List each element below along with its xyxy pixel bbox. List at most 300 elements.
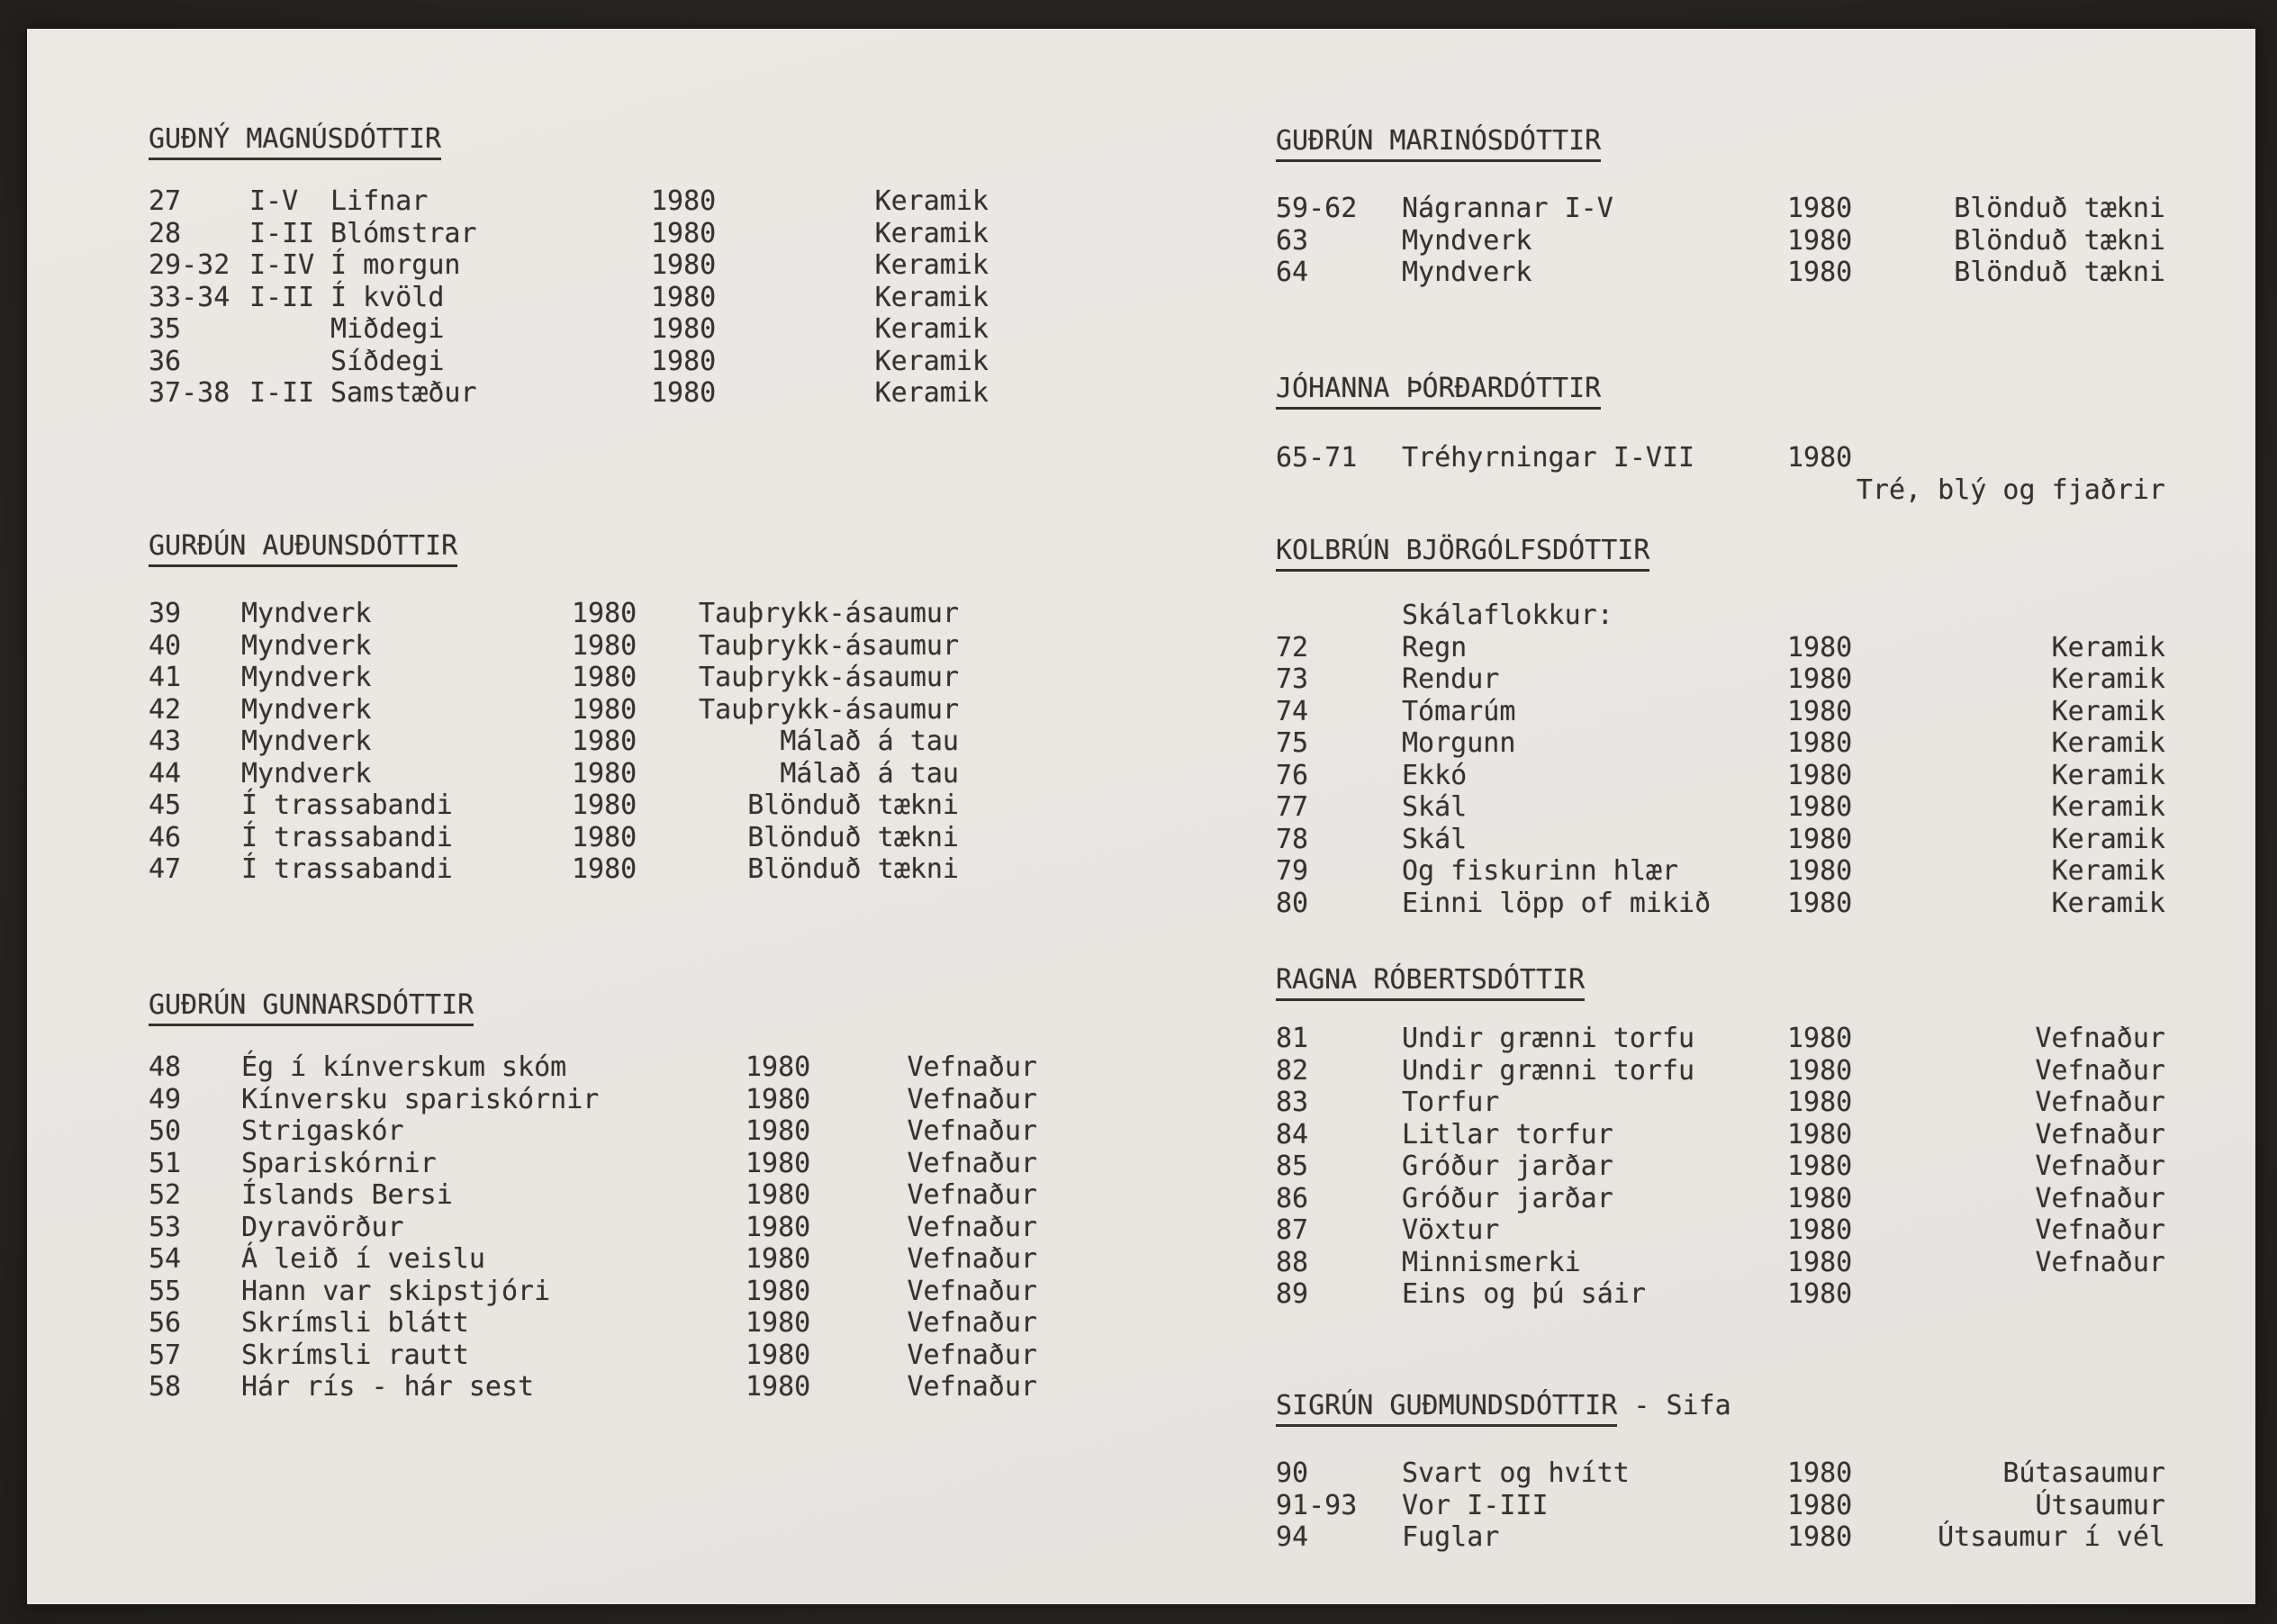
artist-name-suffix: - Sifa bbox=[1617, 1390, 1731, 1421]
item-title: Myndverk bbox=[241, 598, 372, 629]
catalog-rows bbox=[1276, 193, 2165, 289]
catalog-row bbox=[1276, 760, 2165, 792]
item-title: Undir grænni torfu bbox=[1402, 1054, 1695, 1087]
catalog-row bbox=[1276, 696, 2165, 728]
item-number: 35 bbox=[149, 313, 182, 345]
item-year: 1980 bbox=[1787, 1118, 1853, 1150]
item-year: 1980 bbox=[1787, 1150, 1853, 1182]
item-year: 1980 bbox=[1787, 695, 1853, 727]
item-year: 1980 bbox=[572, 853, 637, 885]
item-technique: Blönduð tækni bbox=[1954, 257, 2165, 288]
item-technique: Blönduð tækni bbox=[1954, 193, 2165, 224]
item-technique: Keramik bbox=[2051, 727, 2165, 759]
item-technique: Vefnaður bbox=[2035, 1118, 2165, 1150]
artist-name: KOLBRÚN BJÖRGÓLFSDÓTTIR bbox=[1276, 536, 1649, 572]
item-number: 42 bbox=[149, 693, 182, 726]
artist-heading bbox=[1276, 536, 2165, 572]
item-year: 1980 bbox=[1787, 663, 1853, 695]
item-title: Kínversku spariskórnir bbox=[241, 1083, 600, 1115]
artist-section bbox=[1276, 536, 2165, 919]
item-year: 1980 bbox=[1787, 631, 1853, 663]
catalog-row bbox=[1276, 1055, 2165, 1087]
item-technique: Vefnaður bbox=[2035, 1214, 2165, 1246]
catalog-row bbox=[149, 346, 989, 378]
item-year: 1980 bbox=[651, 217, 717, 249]
catalog-row bbox=[149, 726, 959, 758]
item-number: 51 bbox=[149, 1147, 182, 1179]
item-technique: Vefnaður bbox=[2035, 1246, 2165, 1278]
item-technique: Vefnaður bbox=[907, 1115, 1037, 1147]
item-number: 90 bbox=[1276, 1457, 1309, 1489]
item-technique: Vefnaður bbox=[907, 1051, 1037, 1083]
item-title: Í kvöld bbox=[330, 281, 445, 313]
item-technique: Keramik bbox=[874, 345, 989, 377]
item-number: 74 bbox=[1276, 695, 1309, 727]
artist-section bbox=[149, 124, 989, 410]
item-title: Skál bbox=[1402, 823, 1468, 855]
item-year: 1980 bbox=[1787, 1489, 1853, 1521]
item-title: Skrímsli blátt bbox=[241, 1307, 469, 1339]
item-number: 76 bbox=[1276, 759, 1309, 791]
item-year: 1980 bbox=[651, 249, 717, 281]
item-technique: Vefnaður bbox=[907, 1083, 1037, 1115]
item-number: 79 bbox=[1276, 855, 1309, 887]
item-year: 1980 bbox=[1787, 823, 1853, 855]
item-number: 33-34 bbox=[149, 281, 230, 313]
artist-heading bbox=[1276, 374, 2165, 410]
item-number: 39 bbox=[149, 598, 182, 629]
catalog-row bbox=[1276, 663, 2165, 696]
item-technique: Vefnaður bbox=[907, 1211, 1037, 1243]
item-technique bbox=[1852, 442, 2165, 474]
item-year: 1980 bbox=[651, 313, 717, 345]
item-number: 59-62 bbox=[1276, 193, 1358, 224]
catalog-row bbox=[149, 1276, 1037, 1308]
catalog-row bbox=[1276, 855, 2165, 888]
item-number: 57 bbox=[149, 1339, 182, 1371]
item-title: Hár rís - hár sest bbox=[241, 1371, 535, 1403]
artist-name: JÓHANNA ÞÓRÐARDÓTTIR bbox=[1276, 374, 1601, 410]
catalog-row bbox=[149, 1115, 1037, 1148]
item-technique: Keramik bbox=[874, 217, 989, 249]
item-year: 1980 bbox=[1787, 1278, 1853, 1310]
item-technique: Keramik bbox=[2051, 855, 2165, 887]
item-numeral: I-II bbox=[249, 217, 315, 249]
item-number: 72 bbox=[1276, 631, 1309, 663]
item-number: 52 bbox=[149, 1179, 182, 1211]
artist-name: RAGNA RÓBERTSDÓTTIR bbox=[1276, 965, 1585, 1001]
item-title: Tómarúm bbox=[1402, 695, 1516, 727]
item-technique: Tauþrykk-ásaumur bbox=[699, 662, 959, 693]
item-title: Vor I-III bbox=[1402, 1489, 1549, 1521]
catalog-row bbox=[1276, 1150, 2165, 1183]
item-technique: Bútasaumur bbox=[2002, 1457, 2165, 1489]
item-technique: Keramik bbox=[874, 281, 989, 313]
catalog-row bbox=[149, 1179, 1037, 1212]
item-technique: Vefnaður bbox=[2035, 1054, 2165, 1087]
item-year: 1980 bbox=[651, 185, 717, 217]
artist-section bbox=[1276, 965, 2165, 1311]
item-year: 1980 bbox=[745, 1211, 811, 1243]
catalog-row bbox=[1276, 1183, 2165, 1215]
artist-heading bbox=[1276, 126, 2165, 162]
item-year: 1980 bbox=[745, 1275, 811, 1307]
item-year: 1980 bbox=[1787, 1521, 1853, 1553]
item-technique: Keramik bbox=[2051, 887, 2165, 919]
item-year: 1980 bbox=[1787, 257, 1853, 288]
item-year: 1980 bbox=[745, 1147, 811, 1179]
catalog-rows bbox=[149, 598, 959, 886]
item-year: 1980 bbox=[572, 821, 637, 853]
item-technique: Vefnaður bbox=[907, 1307, 1037, 1339]
item-title: Í trassabandi bbox=[241, 821, 453, 853]
catalog-row bbox=[1276, 1087, 2165, 1119]
catalog-row bbox=[149, 694, 959, 726]
item-technique: Útsaumur í vél bbox=[1938, 1521, 2165, 1553]
item-year: 1980 bbox=[1787, 887, 1853, 919]
item-technique: Keramik bbox=[2051, 759, 2165, 791]
item-title: Myndverk bbox=[241, 662, 372, 693]
catalog-row bbox=[149, 1212, 1037, 1244]
item-year: 1980 bbox=[572, 662, 637, 693]
catalog-row bbox=[149, 789, 959, 822]
item-technique: Vefnaður bbox=[907, 1179, 1037, 1211]
item-title: Litlar torfur bbox=[1402, 1118, 1613, 1150]
item-title: Rendur bbox=[1402, 663, 1500, 695]
catalog-row bbox=[149, 377, 989, 410]
catalog-row bbox=[149, 822, 959, 854]
item-year: 1980 bbox=[1787, 224, 1853, 257]
materials-note: Tré, blý og fjaðrir bbox=[1856, 474, 2165, 506]
catalog-row bbox=[1276, 225, 2165, 257]
artist-heading bbox=[149, 990, 1037, 1026]
item-title: Myndverk bbox=[241, 757, 372, 789]
item-title: Á leið í veislu bbox=[241, 1243, 485, 1275]
item-technique: Vefnaður bbox=[907, 1243, 1037, 1275]
item-number: 88 bbox=[1276, 1246, 1309, 1278]
catalog-row bbox=[1276, 1119, 2165, 1151]
item-number: 84 bbox=[1276, 1118, 1309, 1150]
item-technique: Keramik bbox=[2051, 791, 2165, 823]
catalog-row bbox=[1276, 1490, 2165, 1522]
item-number: 94 bbox=[1276, 1521, 1309, 1553]
item-title: Spariskórnir bbox=[241, 1147, 437, 1179]
item-technique: Tauþrykk-ásaumur bbox=[699, 629, 959, 662]
item-number: 50 bbox=[149, 1115, 182, 1147]
item-number: 47 bbox=[149, 853, 182, 885]
item-year: 1980 bbox=[745, 1243, 811, 1275]
item-number: 83 bbox=[1276, 1087, 1309, 1118]
item-title: Myndverk bbox=[241, 726, 372, 757]
item-number: 89 bbox=[1276, 1278, 1309, 1310]
item-title: Og fiskurinn hlær bbox=[1402, 855, 1679, 887]
catalog-row bbox=[149, 313, 989, 346]
item-year: 1980 bbox=[651, 345, 717, 377]
item-year: 1980 bbox=[1787, 791, 1853, 823]
item-technique: Vefnaður bbox=[2035, 1150, 2165, 1182]
item-year: 1980 bbox=[745, 1051, 811, 1083]
item-number: 81 bbox=[1276, 1023, 1309, 1054]
item-title: Blómstrar bbox=[330, 217, 477, 249]
catalog-row bbox=[149, 185, 989, 218]
item-title: Minnismerki bbox=[1402, 1246, 1581, 1278]
catalog-row bbox=[1276, 888, 2165, 920]
catalog-row bbox=[1276, 791, 2165, 824]
item-number: 29-32 bbox=[149, 249, 230, 281]
item-title: Miðdegi bbox=[330, 313, 445, 345]
artist-name: GUÐRÚN GUNNARSDÓTTIR bbox=[149, 990, 474, 1026]
item-numeral: I-V bbox=[249, 185, 299, 217]
item-number: 48 bbox=[149, 1051, 182, 1083]
item-number: 86 bbox=[1276, 1182, 1309, 1214]
item-number: 78 bbox=[1276, 823, 1309, 855]
item-year: 1980 bbox=[1787, 193, 1853, 224]
item-numeral: I-II bbox=[249, 377, 315, 409]
item-technique: Útsaumur bbox=[2035, 1489, 2165, 1521]
item-technique: Vefnaður bbox=[907, 1371, 1037, 1403]
item-title: Vöxtur bbox=[1402, 1214, 1500, 1246]
item-technique: Blönduð tækni bbox=[747, 853, 959, 885]
item-number: 43 bbox=[149, 726, 182, 757]
item-numeral bbox=[249, 346, 330, 378]
item-title: Nágrannar I-V bbox=[1402, 193, 1613, 224]
item-number: 41 bbox=[149, 662, 182, 693]
item-year: 1980 bbox=[1787, 1182, 1853, 1214]
item-title: Torfur bbox=[1402, 1087, 1500, 1118]
artist-section bbox=[1276, 374, 2165, 506]
catalog-rows bbox=[1276, 600, 2165, 919]
catalog-rows bbox=[1276, 1457, 2165, 1554]
catalog-row bbox=[149, 1340, 1037, 1372]
artist-heading bbox=[149, 531, 959, 567]
item-year: 1980 bbox=[651, 281, 717, 313]
item-technique: Keramik bbox=[2051, 823, 2165, 855]
item-technique: Vefnaður bbox=[907, 1339, 1037, 1371]
item-year: 1980 bbox=[572, 598, 637, 629]
catalog-rows bbox=[1276, 1023, 2165, 1311]
item-number: 27 bbox=[149, 185, 182, 217]
catalog-row bbox=[149, 249, 989, 282]
item-year: 1980 bbox=[745, 1179, 811, 1211]
item-number: 64 bbox=[1276, 257, 1309, 288]
artist-name: GUÐNÝ MAGNÚSDÓTTIR bbox=[149, 124, 441, 160]
catalog-row bbox=[1276, 1023, 2165, 1055]
item-number: 65-71 bbox=[1276, 442, 1358, 474]
item-title: Gróður jarðar bbox=[1402, 1150, 1613, 1182]
item-title: Ég í kínverskum skóm bbox=[241, 1051, 567, 1083]
item-number: 46 bbox=[149, 821, 182, 853]
item-number: 55 bbox=[149, 1275, 182, 1307]
item-number: 82 bbox=[1276, 1054, 1309, 1087]
series-subheader: Skálaflokkur: bbox=[1402, 600, 1613, 631]
item-year: 1980 bbox=[1787, 1023, 1853, 1054]
item-title: Síðdegi bbox=[330, 345, 445, 377]
item-year: 1980 bbox=[651, 377, 717, 409]
catalog-row bbox=[1276, 1214, 2165, 1247]
catalog-row bbox=[1276, 442, 2165, 474]
item-technique: Keramik bbox=[874, 185, 989, 217]
item-title: Í morgun bbox=[330, 249, 461, 281]
catalog-row bbox=[149, 1051, 1037, 1084]
item-title: Í trassabandi bbox=[241, 853, 453, 885]
item-year: 1980 bbox=[1787, 442, 1853, 474]
item-title: Morgunn bbox=[1402, 727, 1516, 759]
catalog-row bbox=[149, 1084, 1037, 1116]
item-year: 1980 bbox=[745, 1083, 811, 1115]
item-number: 40 bbox=[149, 629, 182, 662]
item-technique: Málað á tau bbox=[780, 726, 959, 757]
item-technique: Keramik bbox=[874, 377, 989, 409]
item-title: Myndverk bbox=[1402, 224, 1532, 257]
item-number: 85 bbox=[1276, 1150, 1309, 1182]
item-title: Myndverk bbox=[241, 693, 372, 726]
item-year: 1980 bbox=[745, 1115, 811, 1147]
item-title: Tréhyrningar I-VII bbox=[1402, 442, 1695, 474]
item-year: 1980 bbox=[572, 693, 637, 726]
artist-heading bbox=[1276, 965, 2165, 1001]
item-title: Lifnar bbox=[330, 185, 429, 217]
scanned-paper bbox=[27, 29, 2255, 1604]
item-title: Gróður jarðar bbox=[1402, 1182, 1613, 1214]
item-year: 1980 bbox=[1787, 855, 1853, 887]
catalog-row bbox=[1276, 1521, 2165, 1554]
item-year: 1980 bbox=[1787, 1087, 1853, 1118]
catalog-row bbox=[1276, 727, 2165, 760]
artist-name: GUÐRÚN MARINÓSDÓTTIR bbox=[1276, 126, 1601, 162]
catalog-rows bbox=[149, 185, 989, 410]
artist-section bbox=[149, 531, 959, 886]
item-year: 1980 bbox=[572, 726, 637, 757]
item-year: 1980 bbox=[572, 629, 637, 662]
item-number: 28 bbox=[149, 217, 182, 249]
item-technique: Vefnaður bbox=[2035, 1182, 2165, 1214]
catalog-row bbox=[149, 758, 959, 790]
item-year: 1980 bbox=[1787, 727, 1853, 759]
item-title: Myndverk bbox=[241, 629, 372, 662]
item-technique: Vefnaður bbox=[2035, 1023, 2165, 1054]
item-technique: Blönduð tækni bbox=[1954, 224, 2165, 257]
catalog-row bbox=[149, 630, 959, 663]
item-number: 91-93 bbox=[1276, 1489, 1358, 1521]
artist-heading bbox=[149, 124, 989, 160]
item-year: 1980 bbox=[745, 1371, 811, 1403]
item-year: 1980 bbox=[1787, 1214, 1853, 1246]
item-title: Einni löpp of mikið bbox=[1402, 887, 1712, 919]
item-technique: Keramik bbox=[2051, 631, 2165, 663]
item-number: 58 bbox=[149, 1371, 182, 1403]
item-number: 75 bbox=[1276, 727, 1309, 759]
catalog-row bbox=[149, 598, 959, 630]
item-title: Hann var skipstjóri bbox=[241, 1275, 551, 1307]
catalog-row bbox=[149, 853, 959, 886]
item-number: 63 bbox=[1276, 224, 1309, 257]
catalog-row bbox=[1276, 193, 2165, 225]
artist-section bbox=[149, 990, 1037, 1403]
item-number: 37-38 bbox=[149, 377, 230, 409]
catalog-row bbox=[1276, 1278, 2165, 1311]
item-year: 1980 bbox=[1787, 759, 1853, 791]
item-technique: Blönduð tækni bbox=[747, 821, 959, 853]
item-year: 1980 bbox=[1787, 1246, 1853, 1278]
item-number: 44 bbox=[149, 757, 182, 789]
item-technique: Vefnaður bbox=[2035, 1087, 2165, 1118]
item-technique: Keramik bbox=[874, 249, 989, 281]
item-number: 56 bbox=[149, 1307, 182, 1339]
item-technique: Keramik bbox=[874, 313, 989, 345]
item-technique: Málað á tau bbox=[780, 757, 959, 789]
item-technique: Keramik bbox=[2051, 695, 2165, 727]
catalog-row bbox=[149, 1307, 1037, 1340]
catalog-row bbox=[149, 282, 989, 314]
item-technique bbox=[1852, 1278, 2165, 1311]
item-title: Svart og hvítt bbox=[1402, 1457, 1630, 1489]
item-number: 53 bbox=[149, 1211, 182, 1243]
artist-name: GURÐÚN AUÐUNSDÓTTIR bbox=[149, 531, 457, 567]
item-technique: Blönduð tækni bbox=[747, 789, 959, 821]
item-year: 1980 bbox=[572, 789, 637, 821]
item-title: Dyravörður bbox=[241, 1211, 404, 1243]
item-year: 1980 bbox=[1787, 1457, 1853, 1489]
item-numeral: I-IV bbox=[249, 249, 315, 281]
item-technique: Tauþrykk-ásaumur bbox=[699, 693, 959, 726]
item-number: 45 bbox=[149, 789, 182, 821]
item-title: Samstæður bbox=[330, 377, 477, 409]
catalog-row bbox=[1276, 1247, 2165, 1279]
item-number: 77 bbox=[1276, 791, 1309, 823]
catalog-rows bbox=[1276, 442, 2165, 506]
item-technique: Tauþrykk-ásaumur bbox=[699, 598, 959, 629]
item-technique: Vefnaður bbox=[907, 1275, 1037, 1307]
catalog-row bbox=[149, 662, 959, 694]
item-title: Ekkó bbox=[1402, 759, 1468, 791]
item-title: Regn bbox=[1402, 631, 1468, 663]
item-title: Fuglar bbox=[1402, 1521, 1500, 1553]
artist-name: SIGRÚN GUÐMUNDSDÓTTIR bbox=[1276, 1391, 1617, 1427]
item-number: 49 bbox=[149, 1083, 182, 1115]
catalog-row bbox=[1276, 257, 2165, 289]
item-number: 80 bbox=[1276, 887, 1309, 919]
item-technique: Vefnaður bbox=[907, 1147, 1037, 1179]
catalog-rows bbox=[149, 1051, 1037, 1403]
catalog-row bbox=[149, 218, 989, 250]
item-number: 73 bbox=[1276, 663, 1309, 695]
catalog-row bbox=[149, 1148, 1037, 1180]
artist-heading bbox=[1276, 1391, 2165, 1427]
item-numeral: I-II bbox=[249, 281, 315, 313]
item-numeral bbox=[249, 313, 330, 346]
catalog-row bbox=[1276, 632, 2165, 664]
artist-section bbox=[1276, 1391, 2165, 1554]
item-technique: Keramik bbox=[2051, 663, 2165, 695]
catalog-row bbox=[1276, 1457, 2165, 1490]
catalog-row bbox=[149, 1371, 1037, 1403]
item-title: Eins og þú sáir bbox=[1402, 1278, 1646, 1310]
item-year: 1980 bbox=[572, 757, 637, 789]
catalog-row bbox=[149, 1243, 1037, 1276]
item-year: 1980 bbox=[745, 1339, 811, 1371]
item-title: Undir grænni torfu bbox=[1402, 1023, 1695, 1054]
item-number: 36 bbox=[149, 345, 182, 377]
item-title: Strigaskór bbox=[241, 1115, 404, 1147]
item-title: Myndverk bbox=[1402, 257, 1532, 288]
item-number: 54 bbox=[149, 1243, 182, 1275]
item-title: Íslands Bersi bbox=[241, 1179, 453, 1211]
item-number: 87 bbox=[1276, 1214, 1309, 1246]
artist-section bbox=[1276, 126, 2165, 289]
item-year: 1980 bbox=[1787, 1054, 1853, 1087]
item-title: Skál bbox=[1402, 791, 1468, 823]
catalog-row bbox=[1276, 824, 2165, 856]
